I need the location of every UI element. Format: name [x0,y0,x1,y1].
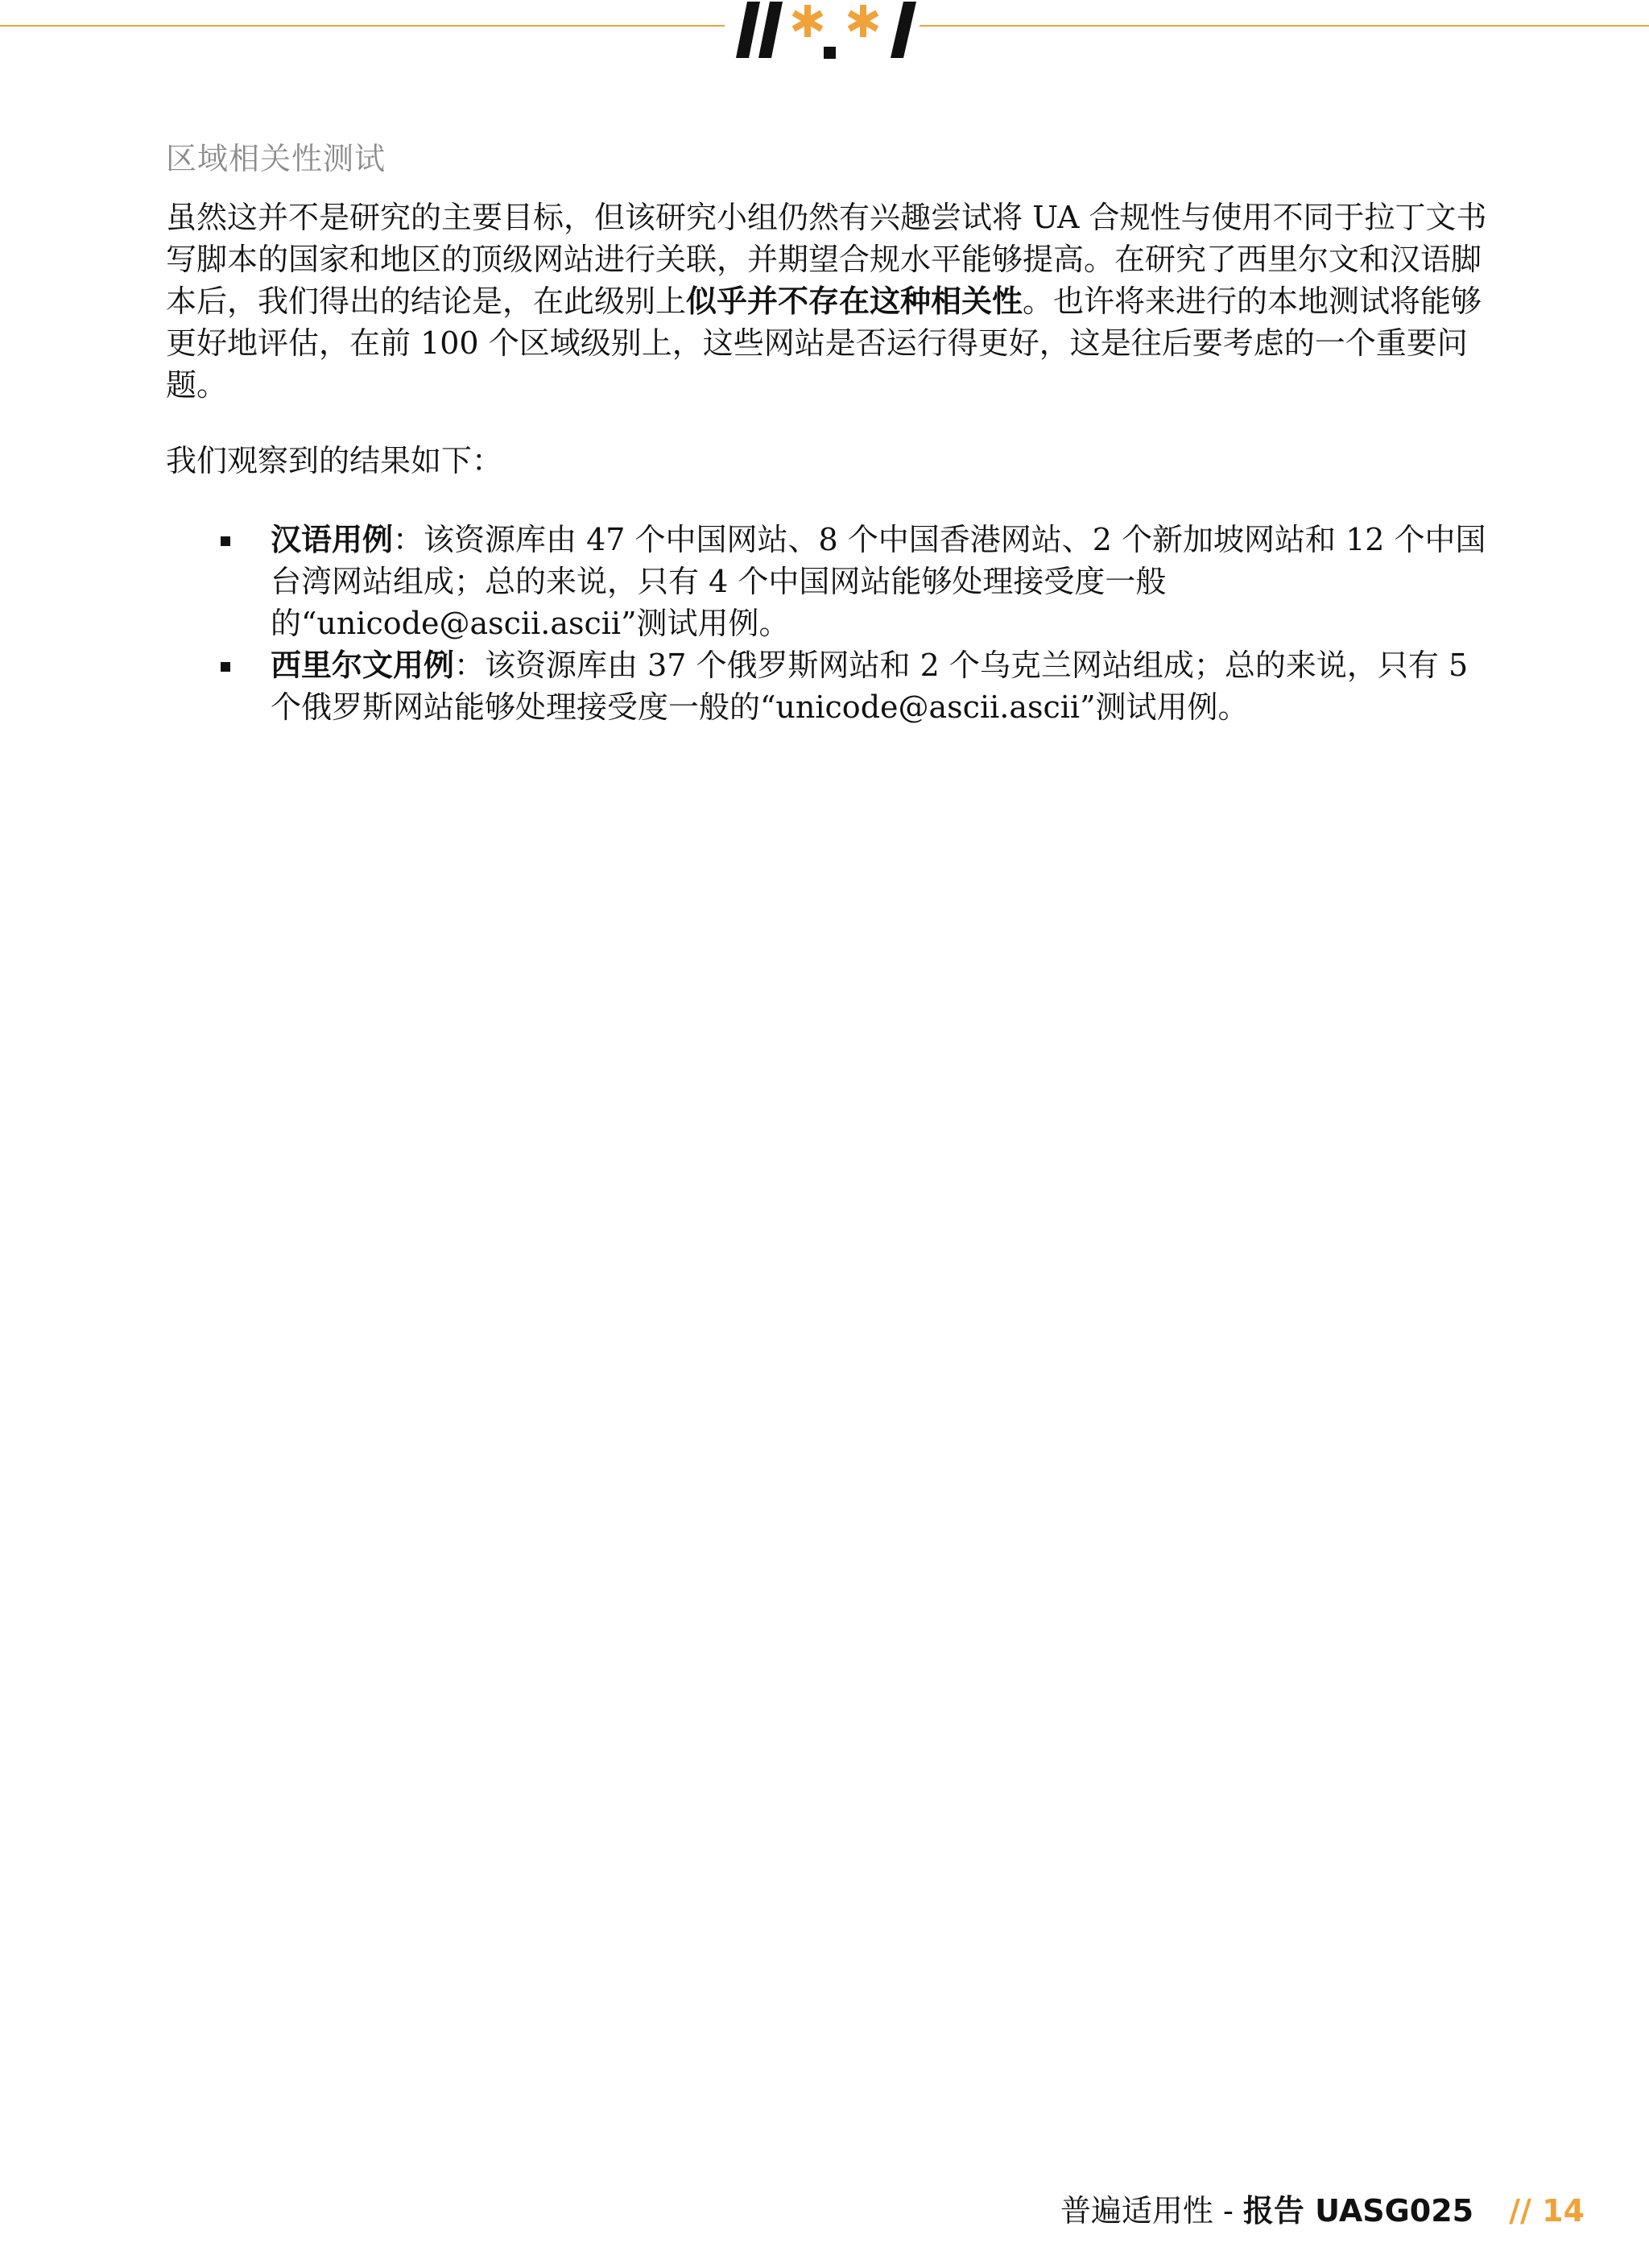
page-number: // 14 [1509,2193,1585,2229]
body-paragraph-1 [166,197,1502,406]
paragraph-1-text-a: 虽然这并不是研究的主要目标，但该研究小组仍然有兴趣尝试将 UA 合规性与使用不同于拉丁文书写脚本的国家和地区的顶级网站进行关联，并期望合规水平能够提高。在研究了西里尔文和汉语脚本后，我们得出的结论是，在此级别上 [166,200,1487,319]
uasg-logo [725,0,920,61]
list-item-cyrillic [166,644,1502,728]
paragraph-1-text-b: 。也许将来进行的本地测试将能够更好地评估，在前 100 个区域级别上，这些网站是否运行得更好，这是往后要考虑的一个重要问题。 [166,284,1482,403]
footer-title-prefix: 普遍适用性 - [1060,2193,1243,2229]
square-bullet-icon [221,536,230,546]
list-item-label: 汉语用例 [271,522,394,557]
footer-title-bold: 报告 UASG025 [1242,2193,1474,2229]
square-bullet-icon [221,662,230,672]
body-paragraph-2: 我们观察到的结果如下： [166,443,503,478]
page-footer [1060,2186,1585,2230]
list-item-text: ：该资源库由 37 个俄罗斯网站和 2 个乌克兰网站组成；总的来说，只有 5 个俄罗斯网站能够处理接受度一般的“unicode@ascii.ascii”测试用例。 [271,648,1469,725]
list-item-chinese [166,519,1502,644]
header-rule-right [920,25,1649,27]
paragraph-1-emphasis: 似乎并不存在这种相关性 [686,284,1023,319]
header-rule-left [0,25,725,27]
list-item-label: 西里尔文用例 [271,648,455,683]
results-list [166,519,1502,728]
section-title: 区域相关性测试 [166,141,386,176]
list-item-text: ：该资源库由 47 个中国网站、8 个中国香港网站、2 个新加坡网站和 12 个中国台湾网站组成；总的来说，只有 4 个中国网站能够处理接受度一般的“unicode@ascii.ascii”测试用例。 [271,522,1486,641]
